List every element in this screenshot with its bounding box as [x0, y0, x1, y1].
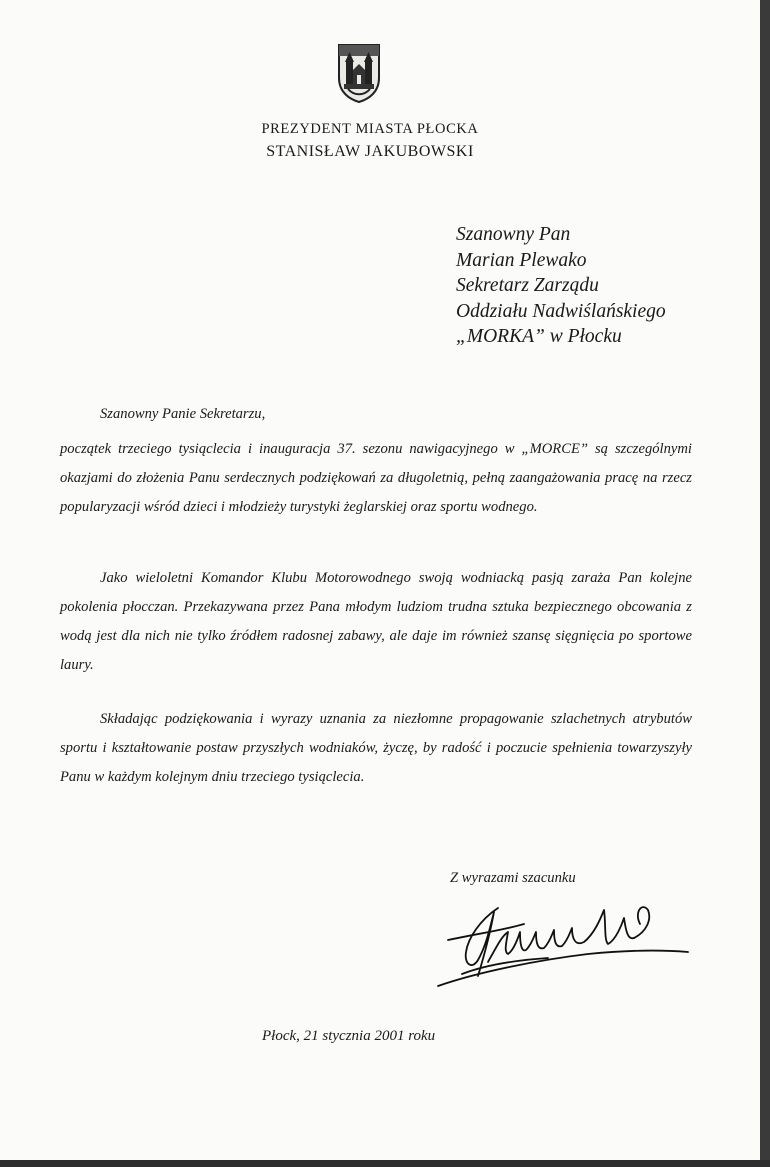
- sender-name: STANISŁAW JAKUBOWSKI: [266, 143, 474, 160]
- place-and-date: Płock, 21 stycznia 2001 roku: [262, 1028, 436, 1044]
- addressee-line: Oddziału Nadwiślańskiego: [456, 300, 666, 322]
- scan-edge-right: [760, 0, 770, 1167]
- paragraph-2: Jako wieloletni Komandor Klubu Motorowodnego swoją wodniacką pasją zaraża Pan kolejne pokolenia płocczan. Przekazywana przez Pana młodym ludziom trudna sztuka bezpiecznego obcowania z wodą jest dla nich nie tylko źródłem radosnej zabawy, ale daje im również szansę sięgnięcia po sportowe laury.: [60, 570, 692, 673]
- paragraph-1: początek trzeciego tysiąclecia i inauguracja 37. sezonu nawigacyjnego w „MORCE” są szczególnymi okazjami do złożenia Panu serdecznych podziękowań za długoletnią, pełną zaangażowania pracę na rzecz popularyzacji wśród dzieci i młodzieży turystyki żeglarskiej oraz sportu wodnego.: [60, 441, 692, 515]
- addressee-line: Sekretarz Zarządu: [456, 275, 599, 296]
- coat-of-arms-icon: [336, 42, 382, 104]
- salutation: Szanowny Panie Sekretarzu,: [100, 406, 266, 422]
- addressee-line: Szanowny Pan: [456, 224, 571, 245]
- addressee-line: Marian Plewako: [456, 249, 587, 271]
- addressee-line: „MORKA” w Płocku: [456, 326, 622, 347]
- addressee-block: [456, 222, 666, 350]
- closing-phrase: Z wyrazami szacunku: [450, 870, 576, 886]
- office-title: PREZYDENT MIASTA PŁOCKA: [261, 121, 479, 137]
- paragraph-3: Składając podziękowania i wyrazy uznania za niezłomne propagowanie szlachetnych atrybutów sportu i kształtowanie postaw przyszłych wodniaków, życzę, by radość i poczucie spełnienia towarzyszyły Panu w każdym kolejnym dniu trzeciego tysiąclecia.: [60, 711, 692, 785]
- scan-edge-bottom: [0, 1160, 770, 1167]
- signature-icon: [428, 890, 690, 990]
